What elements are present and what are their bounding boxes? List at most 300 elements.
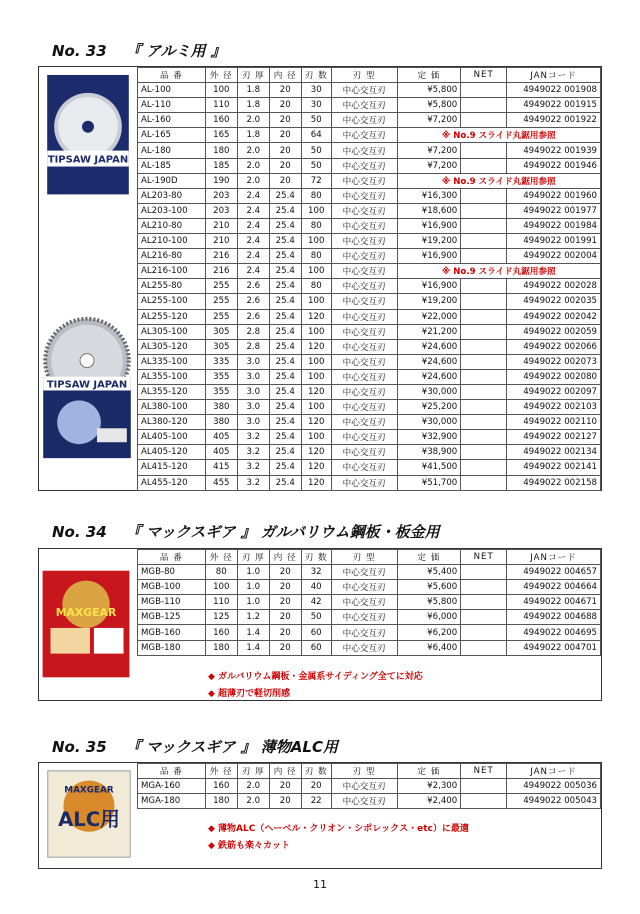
product-code-cell: MGB-110 — [138, 595, 206, 610]
table-cell: 120 — [301, 460, 331, 475]
table-cell: 1.8 — [237, 83, 269, 98]
column-header: 刃 数 — [301, 68, 331, 83]
table-cell: 25.4 — [269, 400, 301, 415]
table-cell — [461, 324, 507, 339]
product-code-cell: AL210-100 — [138, 234, 206, 249]
table-cell: 50 — [301, 610, 331, 625]
column-header: 刃 数 — [301, 550, 331, 565]
column-header: NET — [461, 550, 507, 565]
column-header: 品 番 — [138, 68, 206, 83]
table-row — [138, 218, 601, 233]
table-cell: 120 — [301, 384, 331, 399]
table-cell: ¥18,600 — [397, 203, 461, 218]
table-cell — [461, 595, 507, 610]
table-cell: 120 — [301, 475, 331, 490]
table-cell: 中心交互刃 — [331, 324, 397, 339]
table-cell — [461, 83, 507, 98]
table-cell: 中心交互刃 — [331, 173, 397, 188]
product-code-cell: AL305-100 — [138, 324, 206, 339]
table-cell: 中心交互刃 — [331, 384, 397, 399]
table-row — [138, 430, 601, 445]
column-header: 刃 数 — [301, 764, 331, 779]
table-row — [138, 580, 601, 595]
table-cell: 2.6 — [237, 309, 269, 324]
table-cell: 25.4 — [269, 415, 301, 430]
table-cell: 4949022 001960 — [507, 188, 601, 203]
table-cell: 100 — [301, 430, 331, 445]
table-cell: ¥16,900 — [397, 279, 461, 294]
table-cell: 32 — [301, 565, 331, 580]
table-cell: 2.6 — [237, 279, 269, 294]
table-cell: 2.4 — [237, 218, 269, 233]
table-cell: 4949022 001977 — [507, 203, 601, 218]
table-cell: 2.0 — [237, 173, 269, 188]
table-cell: ¥19,200 — [397, 294, 461, 309]
table-cell — [461, 309, 507, 324]
table-cell: ¥38,900 — [397, 445, 461, 460]
table-cell: ¥6,400 — [397, 640, 461, 655]
table-cell: ¥51,700 — [397, 475, 461, 490]
table-cell: 中心交互刃 — [331, 218, 397, 233]
table-cell: 3.0 — [237, 369, 269, 384]
table-row — [138, 98, 601, 113]
table-cell: ¥2,400 — [397, 794, 461, 809]
table-cell: 100 — [301, 324, 331, 339]
table-cell: 3.0 — [237, 415, 269, 430]
table-row — [138, 249, 601, 264]
table-cell: 100 — [301, 203, 331, 218]
table-row — [138, 279, 601, 294]
table-cell: 2.0 — [237, 794, 269, 809]
table-cell: 80 — [301, 279, 331, 294]
table-cell: 中心交互刃 — [331, 188, 397, 203]
table-cell: 2.4 — [237, 234, 269, 249]
table-row — [138, 415, 601, 430]
table-cell: 25.4 — [269, 264, 301, 279]
table-cell: 1.4 — [237, 640, 269, 655]
feature-note: ◆ 薄物ALC（ヘーベル・クリオン・シポレックス・etc）に最適 — [208, 824, 469, 834]
section-number: No. 33 — [52, 42, 107, 60]
table-row — [138, 234, 601, 249]
product-code-cell: AL405-120 — [138, 445, 206, 460]
table-cell — [461, 445, 507, 460]
column-header: JANコード — [507, 68, 601, 83]
product-code-cell: AL203-80 — [138, 188, 206, 203]
table-cell: 355 — [205, 384, 237, 399]
table-cell: 1.0 — [237, 565, 269, 580]
table-cell: ¥32,900 — [397, 430, 461, 445]
table-cell: 30 — [301, 83, 331, 98]
table-cell: ¥30,000 — [397, 384, 461, 399]
column-header: 刃 型 — [331, 764, 397, 779]
product-images — [39, 549, 137, 700]
table-cell: 中心交互刃 — [331, 339, 397, 354]
table-cell — [461, 640, 507, 655]
table-row — [138, 294, 601, 309]
table-cell: 中心交互刃 — [331, 640, 397, 655]
table-cell: 210 — [205, 218, 237, 233]
table-cell — [461, 430, 507, 445]
table-cell: 25.4 — [269, 324, 301, 339]
table-cell: 190 — [205, 173, 237, 188]
table-cell: 20 — [269, 779, 301, 794]
table-cell: 4949022 002059 — [507, 324, 601, 339]
table-cell: 4949022 002127 — [507, 430, 601, 445]
table-cell: 72 — [301, 173, 331, 188]
table-cell: ¥24,600 — [397, 339, 461, 354]
table-cell: 3.0 — [237, 354, 269, 369]
column-header: 外 径 — [205, 764, 237, 779]
table-row — [138, 400, 601, 415]
column-header: 刃 厚 — [237, 764, 269, 779]
table-cell: 20 — [269, 580, 301, 595]
table-cell — [461, 400, 507, 415]
table-cell: 255 — [205, 294, 237, 309]
table-cell: 25.4 — [269, 475, 301, 490]
table-cell: 25.4 — [269, 339, 301, 354]
table-cell: ¥5,800 — [397, 595, 461, 610]
product-images — [39, 763, 137, 868]
table-row — [138, 113, 601, 128]
table-cell: ¥16,900 — [397, 249, 461, 264]
table-cell: 2.6 — [237, 294, 269, 309]
table-cell: ¥5,800 — [397, 98, 461, 113]
product-code-cell: AL380-120 — [138, 415, 206, 430]
product-code-cell: AL216-80 — [138, 249, 206, 264]
table-cell: 4949022 004688 — [507, 610, 601, 625]
product-table — [137, 763, 601, 809]
table-cell: ¥16,300 — [397, 188, 461, 203]
table-cell: 50 — [301, 113, 331, 128]
table-row — [138, 445, 601, 460]
table-row — [138, 640, 601, 655]
table-cell: 203 — [205, 203, 237, 218]
table-cell: 100 — [205, 83, 237, 98]
table-cell: 4949022 002073 — [507, 354, 601, 369]
product-code-cell: AL380-100 — [138, 400, 206, 415]
table-cell: 380 — [205, 415, 237, 430]
table-cell: 中心交互刃 — [331, 234, 397, 249]
box-brand-label: MAXGEAR — [64, 785, 114, 796]
product-table-box — [38, 762, 602, 869]
table-cell — [461, 294, 507, 309]
table-cell — [461, 143, 507, 158]
product-code-cell: AL255-120 — [138, 309, 206, 324]
column-header: 内 径 — [269, 68, 301, 83]
table-cell: 455 — [205, 475, 237, 490]
table-cell: 中心交互刃 — [331, 794, 397, 809]
table-row — [138, 625, 601, 640]
table-cell: 100 — [205, 580, 237, 595]
table-cell: ¥5,600 — [397, 580, 461, 595]
section-heading — [52, 736, 338, 757]
table-cell: 25.4 — [269, 294, 301, 309]
product-code-cell: MGA-160 — [138, 779, 206, 794]
table-cell: 4949022 002097 — [507, 384, 601, 399]
product-code-cell: AL305-120 — [138, 339, 206, 354]
table-cell: 4949022 002035 — [507, 294, 601, 309]
table-cell: 2.8 — [237, 324, 269, 339]
table-cell — [461, 779, 507, 794]
table-cell: 中心交互刃 — [331, 203, 397, 218]
product-code-cell: AL335-100 — [138, 354, 206, 369]
table-cell: 20 — [269, 98, 301, 113]
table-cell: 中心交互刃 — [331, 279, 397, 294]
product-code-cell: AL355-100 — [138, 369, 206, 384]
table-cell: 405 — [205, 430, 237, 445]
product-code-cell: AL-165 — [138, 128, 206, 143]
table-cell: 50 — [301, 143, 331, 158]
table-cell: 180 — [205, 640, 237, 655]
section-heading — [52, 521, 440, 542]
table-cell — [461, 98, 507, 113]
product-code-cell: AL355-120 — [138, 384, 206, 399]
table-cell: 25.4 — [269, 369, 301, 384]
product-table-box — [38, 66, 602, 491]
table-cell — [461, 218, 507, 233]
table-cell: 100 — [301, 400, 331, 415]
reference-note-cell: ※ No.9 スライド丸鋸用参照 — [397, 128, 600, 143]
table-cell: 100 — [301, 264, 331, 279]
table-row — [138, 83, 601, 98]
product-code-cell: AL-160 — [138, 113, 206, 128]
product-code-cell: MGB-100 — [138, 580, 206, 595]
product-code-cell: AL-180 — [138, 143, 206, 158]
table-cell: 1.2 — [237, 610, 269, 625]
table-row — [138, 595, 601, 610]
table-cell: 4949022 001915 — [507, 98, 601, 113]
table-cell: ¥2,300 — [397, 779, 461, 794]
table-cell: 2.4 — [237, 188, 269, 203]
table-row — [138, 794, 601, 809]
table-cell — [461, 625, 507, 640]
column-header: JANコード — [507, 550, 601, 565]
table-cell: 4949022 002004 — [507, 249, 601, 264]
column-header: NET — [461, 68, 507, 83]
table-cell: 80 — [301, 249, 331, 264]
table-cell: ¥19,200 — [397, 234, 461, 249]
table-cell: 64 — [301, 128, 331, 143]
table-cell: 20 — [269, 565, 301, 580]
table-cell: 中心交互刃 — [331, 249, 397, 264]
table-cell: 60 — [301, 625, 331, 640]
table-cell: 4949022 004671 — [507, 595, 601, 610]
table-row — [138, 188, 601, 203]
table-row — [138, 173, 601, 188]
table-cell: 100 — [301, 369, 331, 384]
table-cell: 100 — [301, 294, 331, 309]
box-brand-label: TIPSAW JAPAN — [46, 379, 128, 391]
table-row — [138, 128, 601, 143]
table-cell: 255 — [205, 309, 237, 324]
table-cell: 20 — [269, 143, 301, 158]
product-box-image — [43, 571, 130, 678]
table-cell — [461, 158, 507, 173]
table-cell: 中心交互刃 — [331, 595, 397, 610]
table-cell: ¥6,000 — [397, 610, 461, 625]
table-cell: 2.0 — [237, 143, 269, 158]
table-cell — [461, 113, 507, 128]
product-code-cell: AL255-100 — [138, 294, 206, 309]
table-row — [138, 324, 601, 339]
table-cell: 120 — [301, 445, 331, 460]
table-cell: 20 — [269, 113, 301, 128]
table-cell: 80 — [205, 565, 237, 580]
table-cell: ¥21,200 — [397, 324, 461, 339]
table-row — [138, 158, 601, 173]
table-row — [138, 565, 601, 580]
table-cell: 1.4 — [237, 625, 269, 640]
table-cell: 355 — [205, 369, 237, 384]
table-cell: 20 — [269, 83, 301, 98]
column-header: 内 径 — [269, 764, 301, 779]
table-cell — [461, 188, 507, 203]
table-cell: 3.2 — [237, 475, 269, 490]
product-code-cell: AL255-80 — [138, 279, 206, 294]
table-cell — [461, 460, 507, 475]
column-header: 刃 型 — [331, 68, 397, 83]
table-cell: 4949022 001991 — [507, 234, 601, 249]
section-title: 『 マックスギア 』 ガルバリウム鋼板・板金用 — [125, 523, 440, 541]
table-cell: 4949022 002042 — [507, 309, 601, 324]
column-header: 定 価 — [397, 550, 461, 565]
table-cell: 中心交互刃 — [331, 354, 397, 369]
table-header-row — [138, 550, 601, 565]
table-cell: 25.4 — [269, 460, 301, 475]
table-cell — [461, 475, 507, 490]
table-cell — [461, 203, 507, 218]
table-cell: 125 — [205, 610, 237, 625]
table-cell: 80 — [301, 188, 331, 203]
section-title: 『 アルミ用 』 — [125, 42, 226, 60]
product-box-image — [48, 771, 130, 857]
table-cell: ¥24,600 — [397, 354, 461, 369]
table-cell — [461, 415, 507, 430]
product-code-cell: MGB-80 — [138, 565, 206, 580]
column-header: 定 価 — [397, 764, 461, 779]
feature-note: ◆ 超薄刃で軽切削感 — [208, 689, 291, 699]
table-row — [138, 143, 601, 158]
table-cell: 3.2 — [237, 430, 269, 445]
table-cell: 4949022 002028 — [507, 279, 601, 294]
table-cell: ¥5,800 — [397, 83, 461, 98]
table-row — [138, 384, 601, 399]
product-images — [39, 67, 137, 490]
product-code-cell: AL-100 — [138, 83, 206, 98]
table-cell: 中心交互刃 — [331, 430, 397, 445]
table-cell — [461, 339, 507, 354]
table-cell — [461, 234, 507, 249]
table-cell: 80 — [301, 218, 331, 233]
product-code-cell: AL216-100 — [138, 264, 206, 279]
table-cell: 2.0 — [237, 779, 269, 794]
table-cell: 4949022 001984 — [507, 218, 601, 233]
table-row — [138, 475, 601, 490]
table-cell: 165 — [205, 128, 237, 143]
table-cell: 中心交互刃 — [331, 158, 397, 173]
table-cell: 2.0 — [237, 158, 269, 173]
table-cell: 210 — [205, 234, 237, 249]
table-row — [138, 369, 601, 384]
table-cell: 20 — [269, 595, 301, 610]
table-cell: 50 — [301, 158, 331, 173]
table-cell: 100 — [301, 354, 331, 369]
section-heading — [52, 40, 226, 61]
column-header: 定 価 — [397, 68, 461, 83]
table-cell: 中心交互刃 — [331, 128, 397, 143]
box-product-label: ALC用 — [58, 807, 120, 831]
table-cell: 20 — [269, 794, 301, 809]
table-cell: 4949022 002103 — [507, 400, 601, 415]
table-cell: 30 — [301, 98, 331, 113]
table-cell: 中心交互刃 — [331, 83, 397, 98]
feature-notes — [208, 669, 423, 703]
product-code-cell: AL-110 — [138, 98, 206, 113]
section-number: No. 34 — [52, 523, 107, 541]
table-cell: 25.4 — [269, 354, 301, 369]
table-cell: ¥22,000 — [397, 309, 461, 324]
page-number: 11 — [313, 878, 327, 891]
table-cell: 中心交互刃 — [331, 143, 397, 158]
table-cell: ¥24,600 — [397, 369, 461, 384]
box-brand-label: TIPSAW JAPAN — [47, 154, 129, 166]
table-cell: 2.8 — [237, 339, 269, 354]
table-cell: 305 — [205, 339, 237, 354]
table-cell: 380 — [205, 400, 237, 415]
table-cell: 4949022 004657 — [507, 565, 601, 580]
table-cell: 60 — [301, 640, 331, 655]
table-row — [138, 354, 601, 369]
table-cell — [461, 279, 507, 294]
table-cell — [461, 354, 507, 369]
box-brand-label: MAXGEAR — [55, 606, 117, 620]
table-cell: 25.4 — [269, 279, 301, 294]
table-cell: ¥41,500 — [397, 460, 461, 475]
table-cell: 216 — [205, 264, 237, 279]
table-cell: 25.4 — [269, 203, 301, 218]
table-cell: 120 — [301, 339, 331, 354]
table-cell: 110 — [205, 98, 237, 113]
table-cell: 中心交互刃 — [331, 445, 397, 460]
table-cell: 405 — [205, 445, 237, 460]
table-row — [138, 339, 601, 354]
table-cell: 160 — [205, 779, 237, 794]
column-header: NET — [461, 764, 507, 779]
table-cell: 中心交互刃 — [331, 580, 397, 595]
column-header: 外 径 — [205, 68, 237, 83]
table-cell: 中心交互刃 — [331, 779, 397, 794]
table-cell: 中心交互刃 — [331, 264, 397, 279]
table-cell: 25.4 — [269, 234, 301, 249]
table-cell: 1.8 — [237, 128, 269, 143]
reference-note-cell: ※ No.9 スライド丸鋸用参照 — [397, 264, 600, 279]
table-header-row — [138, 68, 601, 83]
table-cell: 4949022 001946 — [507, 158, 601, 173]
feature-note: ◆ 鉄筋も楽々カット — [208, 841, 290, 851]
product-code-cell: MGA-180 — [138, 794, 206, 809]
table-cell: 25.4 — [269, 309, 301, 324]
table-cell: 中心交互刃 — [331, 400, 397, 415]
table-cell — [461, 384, 507, 399]
column-header: 外 径 — [205, 550, 237, 565]
table-cell: 中心交互刃 — [331, 113, 397, 128]
table-cell: ¥6,200 — [397, 625, 461, 640]
table-cell: 中心交互刃 — [331, 294, 397, 309]
table-cell: 25.4 — [269, 188, 301, 203]
table-cell — [461, 565, 507, 580]
table-cell: 4949022 002141 — [507, 460, 601, 475]
table-cell: 4949022 002110 — [507, 415, 601, 430]
